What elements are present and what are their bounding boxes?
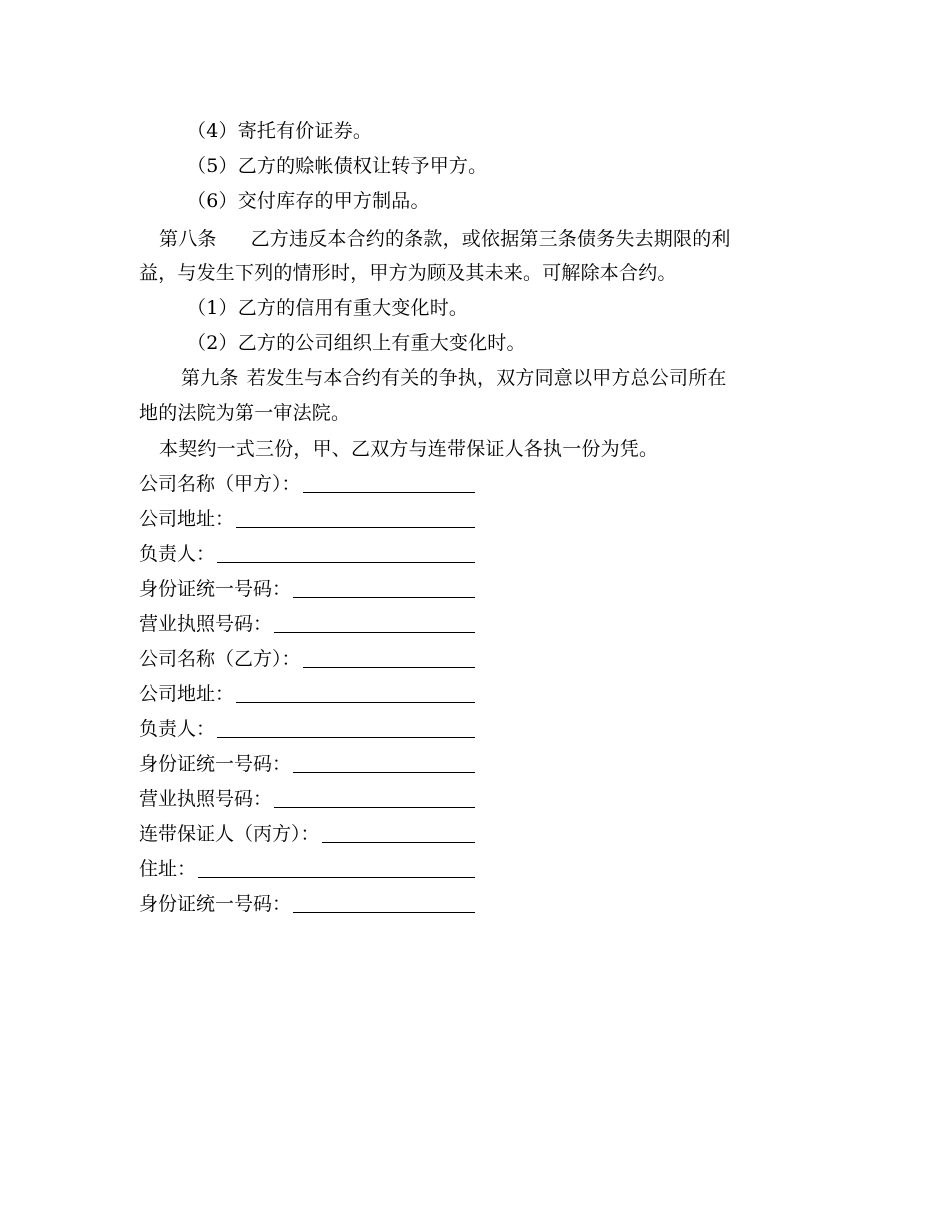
guarantor-name-label: 连带保证人（丙方）： xyxy=(139,823,320,845)
clause-9-heading: 第九条 xyxy=(181,367,239,389)
guarantor-address-blank[interactable] xyxy=(198,857,475,878)
party-b-responsible-person-blank[interactable] xyxy=(217,717,475,738)
clause-8-line-2: 益，与发生下列的情形时，甲方为顾及其未来。可解除本合约。 xyxy=(139,262,677,284)
party-b-id-number-field[interactable] xyxy=(139,750,475,776)
clause-9-line-2: 地的法院为第一审法院。 xyxy=(139,402,351,424)
item-5: （5）乙方的赊帐债权让转予甲方。 xyxy=(187,155,488,177)
clause-9-text-1: 若发生与本合约有关的争执，双方同意以甲方总公司所在 xyxy=(246,367,727,389)
party-a-responsible-person-field[interactable] xyxy=(139,540,475,566)
party-a-company-name-label: 公司名称（甲方）： xyxy=(139,473,301,495)
guarantor-id-number-field[interactable] xyxy=(139,890,475,916)
guarantor-name-field[interactable] xyxy=(139,820,475,846)
party-b-company-address-label: 公司地址： xyxy=(139,683,235,705)
clause-8-item-1: （1）乙方的信用有重大变化时。 xyxy=(187,297,469,319)
clause-8-item-2: （2）乙方的公司组织上有重大变化时。 xyxy=(187,332,526,354)
party-a-company-name-field[interactable] xyxy=(139,470,475,496)
guarantor-id-number-label: 身份证统一号码： xyxy=(139,893,292,915)
party-b-business-license-label: 营业执照号码： xyxy=(139,788,273,810)
party-a-responsible-person-label: 负责人： xyxy=(139,543,216,565)
party-a-company-address-field[interactable] xyxy=(139,505,475,531)
party-b-company-address-field[interactable] xyxy=(139,680,475,706)
party-a-business-license-label: 营业执照号码： xyxy=(139,613,273,635)
clause-8-heading: 第八条 xyxy=(159,228,217,250)
party-b-id-number-blank[interactable] xyxy=(293,752,475,773)
party-a-id-number-field[interactable] xyxy=(139,575,475,601)
party-a-id-number-label: 身份证统一号码： xyxy=(139,578,292,600)
party-a-business-license-field[interactable] xyxy=(139,610,475,636)
party-b-company-name-blank[interactable] xyxy=(303,647,475,668)
guarantor-address-label: 住址： xyxy=(139,858,197,880)
guarantor-id-number-blank[interactable] xyxy=(293,892,475,913)
guarantor-address-field[interactable] xyxy=(139,855,475,881)
item-6: （6）交付库存的甲方制品。 xyxy=(187,190,430,212)
party-b-business-license-field[interactable] xyxy=(139,785,475,811)
party-b-company-address-blank[interactable] xyxy=(236,682,475,703)
clause-8-text-1: 乙方违反本合约的条款，或依据第三条债务失去期限的利 xyxy=(250,228,731,250)
party-a-company-address-blank[interactable] xyxy=(236,507,475,528)
party-b-business-license-blank[interactable] xyxy=(274,787,475,808)
clause-8-line-1 xyxy=(159,227,731,251)
item-4: （4）寄托有价证券。 xyxy=(187,120,373,142)
party-a-responsible-person-blank[interactable] xyxy=(217,542,475,563)
party-b-company-name-label: 公司名称（乙方）： xyxy=(139,648,301,670)
party-a-id-number-blank[interactable] xyxy=(293,577,475,598)
copies-statement: 本契约一式三份，甲、乙双方与连带保证人各执一份为凭。 xyxy=(159,438,659,460)
guarantor-name-blank[interactable] xyxy=(322,822,475,843)
party-a-business-license-blank[interactable] xyxy=(274,612,475,633)
party-a-company-address-label: 公司地址： xyxy=(139,508,235,530)
party-b-responsible-person-field[interactable] xyxy=(139,715,475,741)
party-b-company-name-field[interactable] xyxy=(139,645,475,671)
clause-9-line-1 xyxy=(181,366,727,390)
party-a-company-name-blank[interactable] xyxy=(303,472,475,493)
party-b-id-number-label: 身份证统一号码： xyxy=(139,753,292,775)
party-b-responsible-person-label: 负责人： xyxy=(139,718,216,740)
